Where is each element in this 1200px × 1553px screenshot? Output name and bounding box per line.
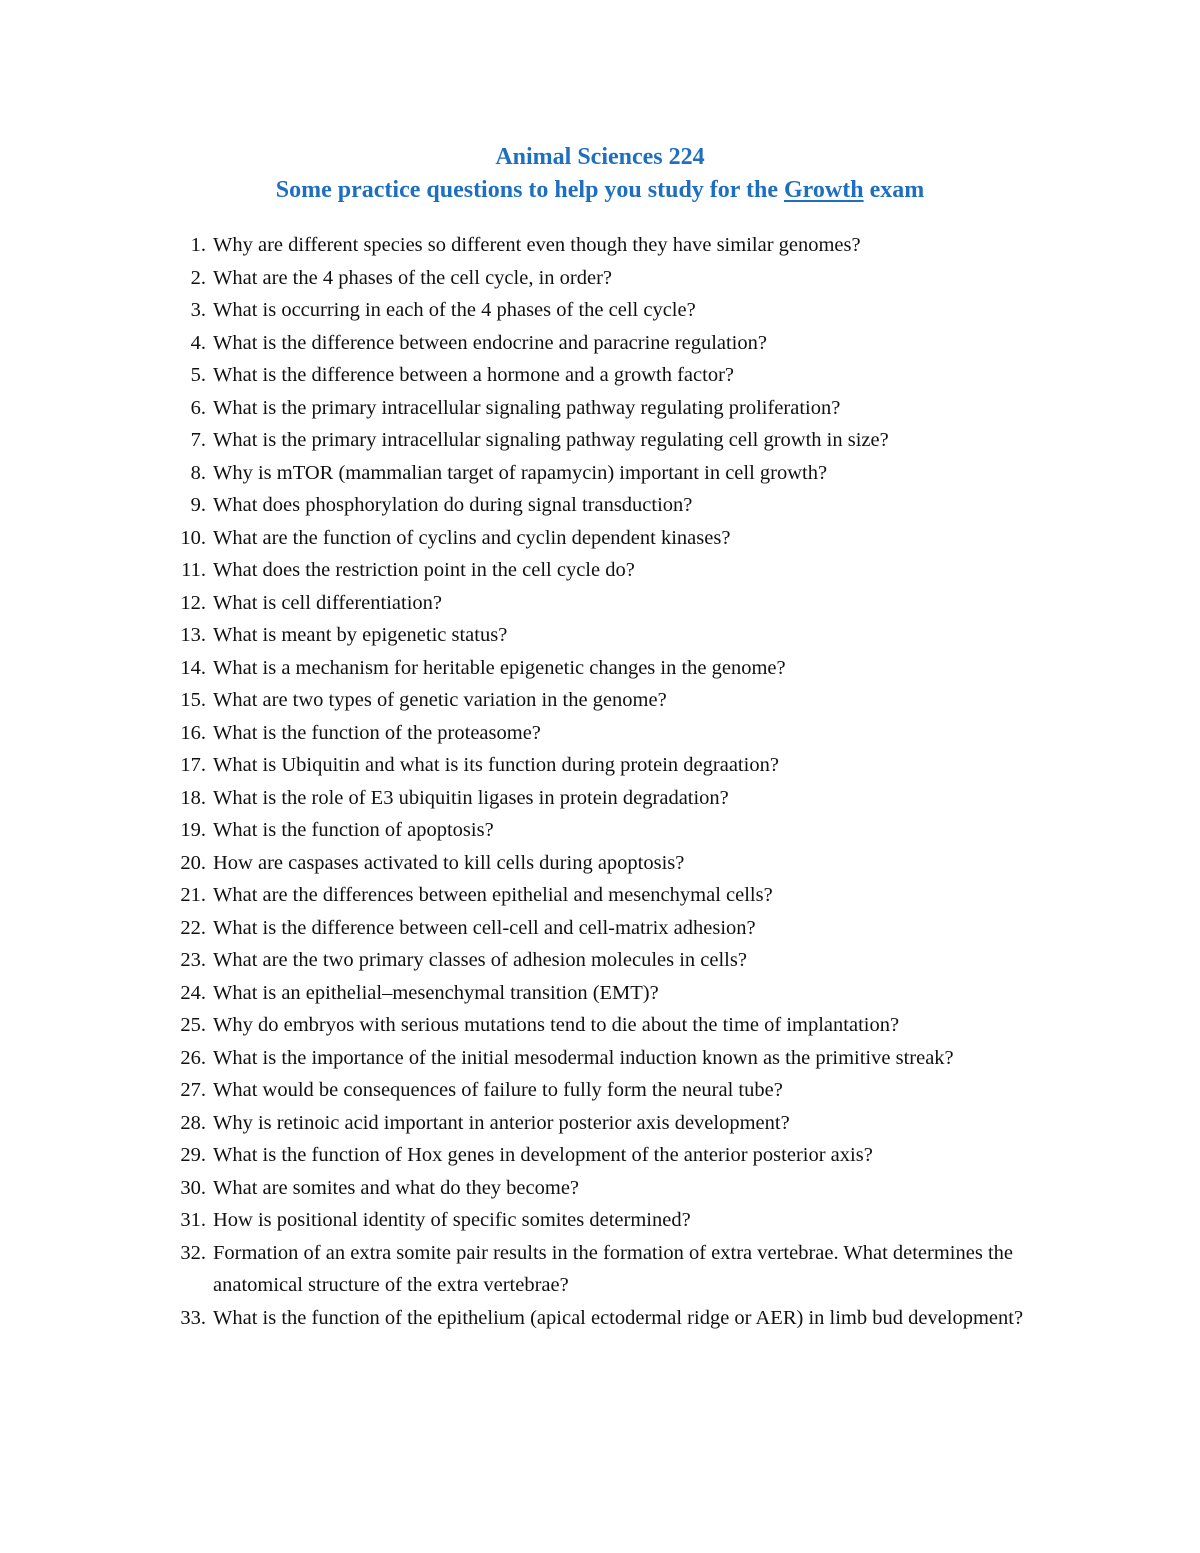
question-number: 28. xyxy=(180,1111,206,1134)
question-number: 6. xyxy=(190,396,206,419)
question-item xyxy=(0,1042,1200,1075)
question-text: What is the difference between endocrine and paracrine regulation? xyxy=(213,331,767,354)
question-item xyxy=(0,1139,1200,1172)
question-item xyxy=(0,457,1200,490)
question-number: 16. xyxy=(180,721,206,744)
question-text: What is the difference between cell-cell and cell-matrix adhesion? xyxy=(213,916,756,939)
question-list xyxy=(0,229,1200,1334)
document-subtitle xyxy=(0,173,1200,207)
question-text: What are the function of cyclins and cyclin dependent kinases? xyxy=(213,526,731,549)
question-number: 9. xyxy=(190,494,206,516)
question-text: What are two types of genetic variation in the genome? xyxy=(213,689,667,711)
question-text: How is positional identity of specific somites determined? xyxy=(213,1209,691,1231)
question-item xyxy=(0,489,1200,522)
question-number: 32. xyxy=(180,1241,206,1264)
question-text: Why do embryos with serious mutations tend to die about the time of implantation? xyxy=(213,1014,900,1036)
question-text: Why is mTOR (mammalian target of rapamycin) important in cell growth? xyxy=(213,461,828,484)
question-number: 19. xyxy=(180,819,206,841)
document-title: Animal Sciences 224 xyxy=(495,144,705,170)
question-number: 33. xyxy=(180,1306,206,1329)
question-item xyxy=(0,1302,1200,1335)
question-text: What are the two primary classes of adhesion molecules in cells? xyxy=(213,949,747,971)
question-text: What is the function of the proteasome? xyxy=(213,721,541,744)
question-item xyxy=(0,619,1200,652)
question-number: 8. xyxy=(190,461,206,484)
question-item xyxy=(0,717,1200,750)
subtitle-emphasis: Growth xyxy=(784,177,864,203)
question-item xyxy=(0,879,1200,912)
question-item xyxy=(0,944,1200,977)
question-text: What is the importance of the initial mesodermal induction known as the primitive streak? xyxy=(213,1046,954,1069)
question-item xyxy=(0,1172,1200,1205)
question-number: 5. xyxy=(190,364,206,386)
question-number: 30. xyxy=(180,1176,206,1199)
question-item xyxy=(0,587,1200,620)
question-item xyxy=(0,424,1200,457)
question-number: 20. xyxy=(180,851,206,874)
question-number: 26. xyxy=(180,1046,206,1069)
question-item xyxy=(0,392,1200,425)
question-number: 27. xyxy=(180,1079,206,1101)
question-number: 22. xyxy=(180,916,206,939)
question-number: 17. xyxy=(180,754,206,776)
question-text: What is the function of Hox genes in development of the anterior posterior axis? xyxy=(213,1144,873,1166)
question-number: 29. xyxy=(180,1144,206,1166)
question-item xyxy=(0,229,1200,262)
question-item xyxy=(0,262,1200,295)
question-text: Why is retinoic acid important in anterior posterior axis development? xyxy=(213,1111,790,1134)
question-number: 13. xyxy=(180,624,206,646)
question-item xyxy=(0,912,1200,945)
question-text: What is Ubiquitin and what is its function during protein degraation? xyxy=(213,754,779,776)
question-item xyxy=(0,782,1200,815)
question-text: What is the primary intracellular signaling pathway regulating cell growth in size? xyxy=(213,429,889,451)
question-text: How are caspases activated to kill cells during apoptosis? xyxy=(213,851,685,874)
question-text: What is cell differentiation? xyxy=(213,591,443,614)
question-item xyxy=(0,327,1200,360)
question-item xyxy=(0,814,1200,847)
question-text: What is the primary intracellular signaling pathway regulating proliferation? xyxy=(213,396,841,419)
question-item xyxy=(0,1009,1200,1042)
question-text: Formation of an extra somite pair results in the formation of extra vertebrae. What determines the anatomical structure of the extra vertebrae? xyxy=(213,1241,1013,1296)
question-number: 15. xyxy=(180,689,206,711)
question-number: 4. xyxy=(190,331,206,354)
question-number: 18. xyxy=(180,786,206,809)
question-item xyxy=(0,684,1200,717)
question-item xyxy=(0,1237,1200,1302)
subtitle-prefix: Some practice questions to help you study for the xyxy=(275,177,784,203)
question-number: 7. xyxy=(190,429,206,451)
question-text: What does the restriction point in the cell cycle do? xyxy=(213,559,635,581)
question-number: 31. xyxy=(180,1209,206,1231)
question-text: What are the differences between epithelial and mesenchymal cells? xyxy=(213,884,773,906)
question-text: Why are different species so different even though they have similar genomes? xyxy=(213,234,861,256)
question-text: What is the difference between a hormone and a growth factor? xyxy=(213,364,734,386)
question-number: 12. xyxy=(180,591,206,614)
question-item xyxy=(0,652,1200,685)
question-item xyxy=(0,522,1200,555)
question-text: What is occurring in each of the 4 phases of the cell cycle? xyxy=(213,299,696,321)
question-text: What are somites and what do they become? xyxy=(213,1176,580,1199)
question-text: What are the 4 phases of the cell cycle, in order? xyxy=(213,266,612,289)
question-number: 24. xyxy=(180,981,206,1004)
question-number: 23. xyxy=(180,949,206,971)
question-item xyxy=(0,749,1200,782)
question-text: What is meant by epigenetic status? xyxy=(213,624,508,646)
question-number: 3. xyxy=(190,299,206,321)
question-number: 1. xyxy=(190,234,206,256)
question-number: 10. xyxy=(180,526,206,549)
question-item xyxy=(0,1107,1200,1140)
question-text: What would be consequences of failure to fully form the neural tube? xyxy=(213,1079,783,1101)
question-text: What is an epithelial–mesenchymal transition (EMT)? xyxy=(213,981,659,1004)
question-number: 2. xyxy=(190,266,206,289)
question-text: What is the role of E3 ubiquitin ligases in protein degradation? xyxy=(213,786,729,809)
question-item xyxy=(0,554,1200,587)
question-item xyxy=(0,977,1200,1010)
question-text: What is the function of the epithelium (apical ectodermal ridge or AER) in limb bud development? xyxy=(213,1306,1024,1329)
question-number: 21. xyxy=(180,884,206,906)
question-number: 25. xyxy=(180,1014,206,1036)
subtitle-suffix: exam xyxy=(863,177,925,203)
question-item xyxy=(0,1074,1200,1107)
question-text: What is the function of apoptosis? xyxy=(213,819,494,841)
question-text: What is a mechanism for heritable epigenetic changes in the genome? xyxy=(213,656,786,679)
question-item xyxy=(0,294,1200,327)
question-number: 14. xyxy=(180,656,206,679)
question-item xyxy=(0,1204,1200,1237)
question-item xyxy=(0,359,1200,392)
question-number: 11. xyxy=(181,559,206,581)
question-item xyxy=(0,847,1200,880)
question-text: What does phosphorylation do during signal transduction? xyxy=(213,494,693,516)
